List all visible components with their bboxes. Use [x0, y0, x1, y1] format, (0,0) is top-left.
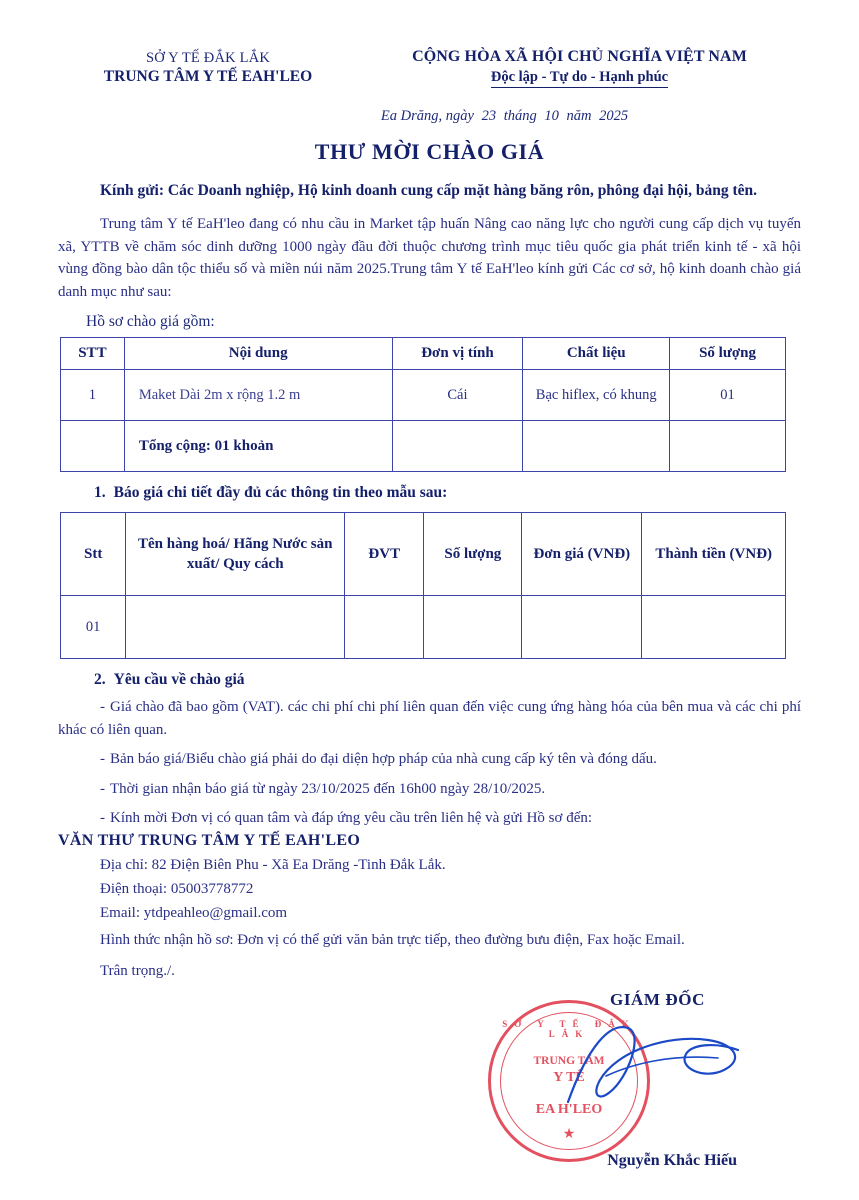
requirement-item: - Bản báo giá/Biểu chào giá phải do đại diện hợp pháp của nhà cung cấp ký tên và đóng dấu.: [100, 751, 657, 768]
requirement-text: Giá chào đã bao gồm (VAT). các chi phí chi phí liên quan đến việc cung ứng hàng hóa của bên mua và các chi phí khác có liên quan.: [58, 699, 801, 738]
requirement-item: - Kính mời Đơn vị có quan tâm và đáp ứng yêu cầu trên liên hệ và gửi Hồ sơ đến:: [100, 810, 593, 827]
submission-note: [58, 929, 801, 952]
recipient-text: Các Doanh nghiệp, Hộ kinh doanh cung cấp mặt hàng băng rôn, phông đại hội, bảng tên.: [167, 182, 758, 199]
contact-email: Email: ytdpeahleo@gmail.com: [100, 904, 288, 921]
cell-chat-lieu: Bạc hiflex, có khung: [523, 370, 670, 421]
center-name: TRUNG TÂM Y TẾ EAH'LEO: [103, 68, 313, 85]
col-ten-hang-hoa: Tên hàng hoá/ Hãng Nước sản xuất/ Quy cách: [126, 513, 345, 596]
col-dvt: ĐVT: [345, 513, 424, 596]
cell-so-luong: 01: [670, 370, 786, 421]
items-table: [60, 337, 786, 472]
col-so-luong: Số lượng: [670, 338, 786, 370]
requirement-item: - Thời gian nhận báo giá từ ngày 23/10/2025 đến 16h00 ngày 28/10/2025.: [100, 780, 546, 797]
col-don-gia: Đơn giá (VNĐ): [522, 513, 642, 596]
signature-title: GIÁM ĐỐC: [610, 990, 705, 1010]
country-name: CỘNG HÒA XÃ HỘI CHỦ NGHĨA VIỆT NAM: [412, 48, 747, 65]
requirement-text: Bản báo giá/Biểu chào giá phải do đại diện hợp pháp của nhà cung cấp ký tên và đóng dấu.: [110, 751, 657, 768]
dossier-heading: Hồ sơ chào giá gồm:: [86, 313, 215, 331]
col-noi-dung: Nội dung: [124, 338, 392, 370]
col-chat-lieu: Chất liệu: [523, 338, 670, 370]
section-2-number: 2.: [94, 671, 106, 689]
col-stt: STT: [61, 338, 125, 370]
recipient-label: Kính gửi:: [100, 182, 164, 199]
col-don-vi-tinh: Đơn vị tính: [392, 338, 523, 370]
cell-stt: 01: [61, 596, 126, 659]
cell-noi-dung: Maket Dài 2m x rộng 1.2 m: [124, 370, 392, 421]
date-month-label: tháng: [503, 108, 537, 124]
contact-phone: Điện thoại: 05003778772: [100, 880, 254, 897]
cell-thanh-tien: [642, 596, 786, 659]
requirement-text: Kính mời Đơn vị có quan tâm và đáp ứng yêu cầu trên liên hệ và gửi Hồ sơ đến:: [110, 810, 593, 827]
intro-paragraph-text: Trung tâm Y tế EaH'leo đang có nhu cầu in Market tập huấn Nâng cao năng lực cho người cung cấp dịch vụ tuyến xã, YTTB về chăm sóc dinh dưỡng 1000 ngày đầu đời thuộc chương trình mục tiêu quốc gia phát triển kinh tế - xã hội vùng đồng bào dân tộc thiểu số và miền núi năm 2025.Trung tâm Y tế EaH'leo kính gửi Các cơ sở, hộ kinh doanh chào giá danh mục như sau:: [58, 216, 801, 300]
official-seal-stamp: [488, 1000, 650, 1162]
requirement-text: Thời gian nhận báo giá từ ngày 23/10/2025 đến 16h00 ngày 28/10/2025.: [110, 780, 546, 797]
date-month: 10: [544, 108, 559, 124]
date-year: 2025: [599, 108, 629, 124]
cell-total-stt: [61, 421, 125, 472]
cell-total-cl: [523, 421, 670, 472]
table-row: [61, 370, 786, 421]
section-1-heading: [94, 484, 801, 502]
signature-area: [58, 984, 801, 1174]
quotation-template-table: [60, 512, 786, 659]
section-1-number: 1.: [94, 484, 106, 502]
col-so-luong: Số lượng: [424, 513, 522, 596]
submission-note-text: Hình thức nhận hồ sơ: Đơn vị có thể gửi văn bản trực tiếp, theo đường bưu điện, Fax hoặc Email.: [100, 931, 685, 948]
col-thanh-tien: Thành tiền (VNĐ): [642, 513, 786, 596]
cell-ten: [126, 596, 345, 659]
table-row: [61, 596, 786, 659]
date-place: Ea Drăng, ngày: [380, 108, 474, 124]
seal-line-2: Y TẾ: [553, 1070, 585, 1086]
motto: Độc lập - Tự do - Hạnh phúc: [491, 69, 668, 88]
cell-sl: [424, 596, 522, 659]
section-2-text: Yêu cầu về chào giá: [113, 671, 245, 689]
national-heading: [358, 48, 801, 88]
cell-don-gia: [522, 596, 642, 659]
seal-arc-text: SỞ Y TẾ ĐẮK LẮK: [502, 1019, 636, 1040]
seal-star-icon: ★: [562, 1127, 576, 1143]
cell-total-dv: [392, 421, 523, 472]
signer-name: Nguyễn Khắc Hiếu: [607, 1152, 737, 1170]
page-title: THƯ MỜI CHÀO GIÁ: [314, 139, 545, 164]
date-year-label: năm: [566, 108, 592, 124]
contact-address: Địa chỉ: 82 Điện Biên Phu - Xã Ea Drăng -Tinh Đắk Lắk.: [100, 856, 446, 873]
seal-line-3: EA H'LEO: [535, 1102, 603, 1118]
cell-stt: 1: [61, 370, 125, 421]
closing-regards: Trân trọng./.: [100, 963, 175, 980]
table-total-row: [61, 421, 786, 472]
seal-line-1: TRUNG TÂM: [533, 1055, 605, 1068]
cell-dvt: [345, 596, 424, 659]
cell-don-vi: Cái: [392, 370, 523, 421]
table-header-row: [61, 513, 786, 596]
recipient-block: [58, 179, 801, 203]
section-1-text: Báo giá chi tiết đầy đủ các thông tin theo mẫu sau:: [113, 484, 448, 502]
document-header: [58, 48, 801, 88]
section-2-heading: [94, 671, 801, 689]
table-header-row: [61, 338, 786, 370]
cell-total-sl: [670, 421, 786, 472]
cell-total-label: Tổng cộng: 01 khoản: [124, 421, 392, 472]
issuing-organization: [58, 48, 358, 86]
office-name: VĂN THƯ TRUNG TÂM Y TẾ EAH'LEO: [58, 831, 361, 849]
requirement-item: - Giá chào đã bao gồm (VAT). các chi phí chi phí liên quan đến việc cung ứng hàng hóa của bên mua và các chi phí khác có liên quan.: [58, 699, 801, 738]
intro-paragraph: [58, 213, 801, 303]
date-day: 23: [481, 108, 497, 124]
col-stt: Stt: [61, 513, 126, 596]
date-line: [208, 108, 801, 125]
department-name: SỞ Y TẾ ĐẮK LẮK: [145, 50, 271, 66]
